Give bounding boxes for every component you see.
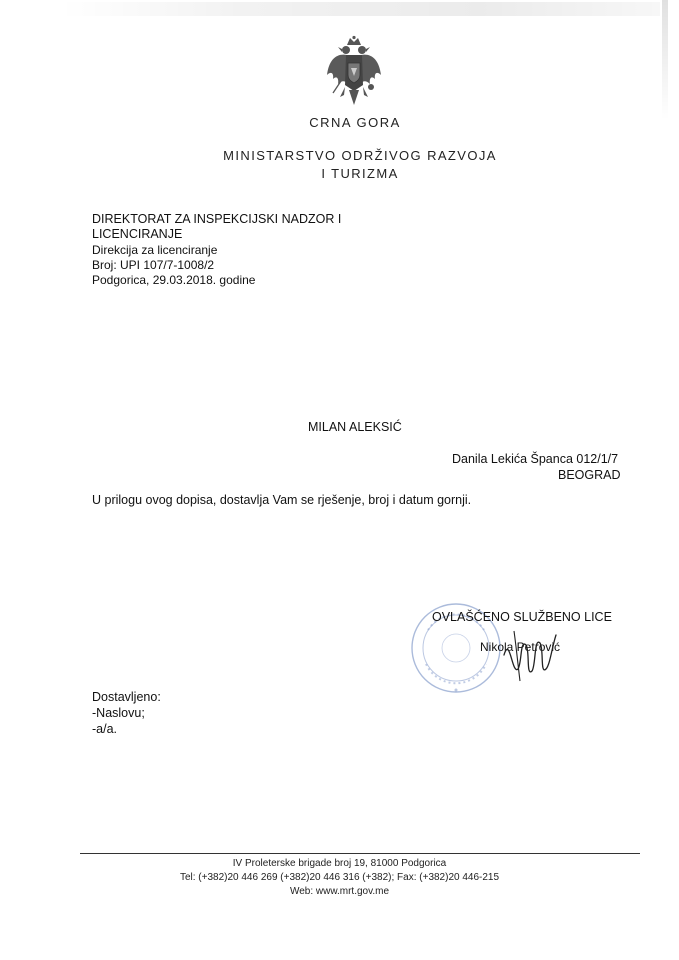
montenegro-coat-of-arms-icon	[325, 35, 383, 113]
reference-number: Broj: UPI 107/7-1008/2	[92, 258, 215, 272]
footer-divider	[80, 853, 640, 854]
sender-department: Direkcija za licenciranje	[92, 243, 218, 257]
delivery-item: -a/a.	[92, 722, 118, 736]
country-name: CRNA GORA	[309, 115, 401, 130]
signatory-title: OVLAŠĆENO SLUŽBENO LICE	[432, 610, 612, 624]
footer-address: IV Proleterske brigade broj 19, 81000 Podgorica	[232, 858, 447, 869]
recipient-street: Danila Lekića Španca 012/1/7	[452, 452, 619, 466]
ministry-name-line1: MINISTARSTVO ODRŽIVOG RAZVOJA	[223, 148, 497, 163]
handwritten-signature-icon	[500, 625, 570, 685]
scan-shadow-top	[60, 2, 660, 16]
sender-directorate-line1: DIREKTORAT ZA INSPEKCIJSKI NADZOR I	[92, 212, 342, 226]
scan-shadow-right	[662, 0, 668, 120]
delivery-item: -Naslovu;	[92, 706, 145, 720]
ministry-name-line2: I TURIZMA	[321, 166, 399, 181]
signatory-name: Nikola Petrović	[480, 640, 561, 654]
recipient-name: MILAN ALEKSIĆ	[308, 420, 402, 434]
footer-website: Web: www.mrt.gov.me	[289, 886, 390, 897]
delivery-heading: Dostavljeno:	[92, 690, 161, 704]
footer-phone-fax: Tel: (+382)20 446 269 (+382)20 446 316 (+382); Fax: (+382)20 446-215	[179, 872, 500, 883]
place-and-date: Podgorica, 29.03.2018. godine	[92, 273, 256, 287]
sender-directorate-line2: LICENCIRANJE	[92, 227, 183, 241]
letter-body: U prilogu ovog dopisa, dostavlja Vam se rješenje, broj i datum gornji.	[92, 493, 472, 507]
recipient-city: BEOGRAD	[558, 468, 621, 482]
